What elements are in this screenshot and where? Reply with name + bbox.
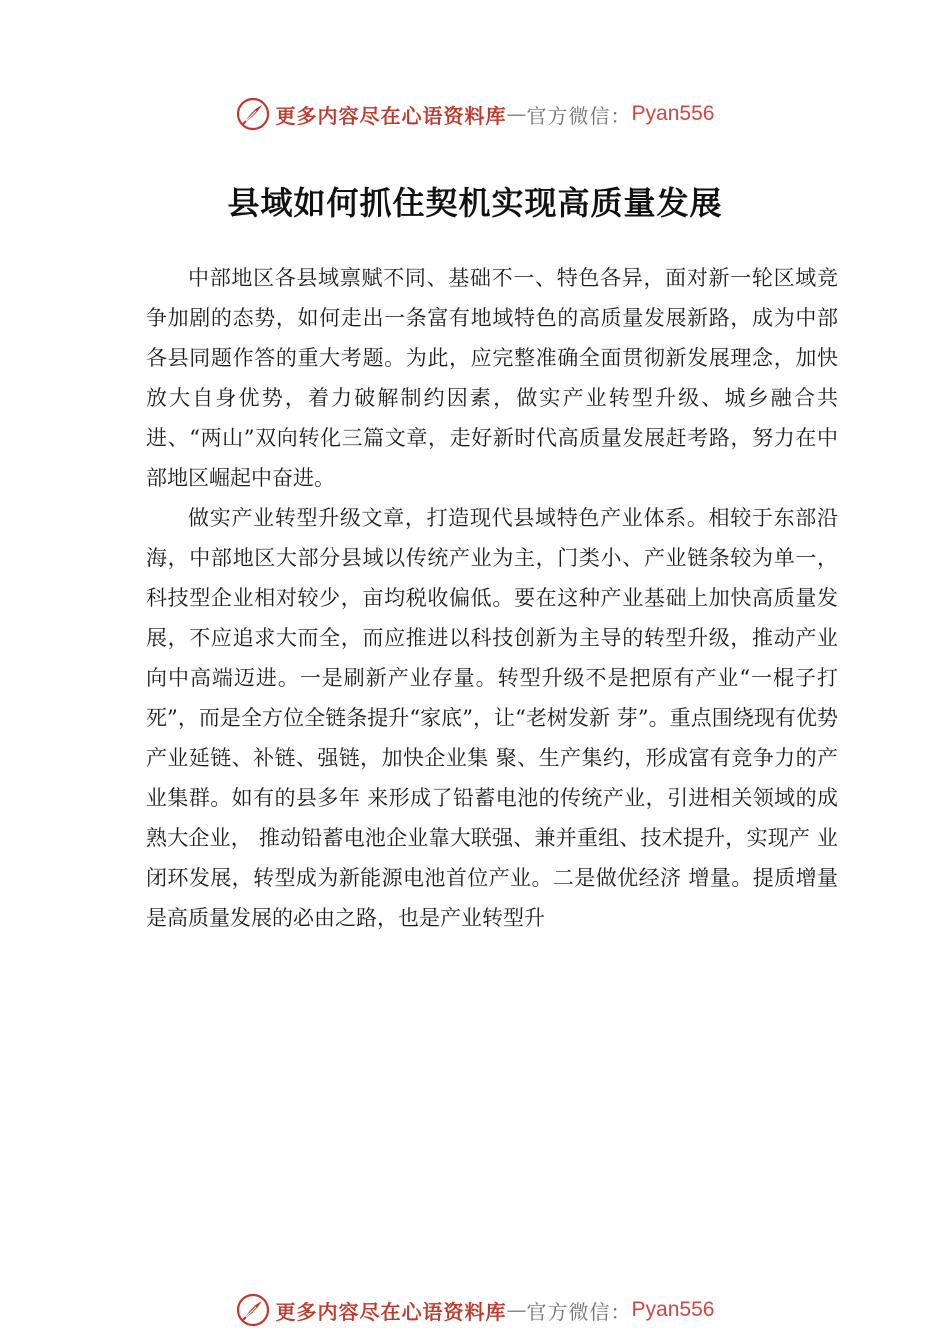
paragraph: 中部地区各县域禀赋不同、基础不一、特色各异，面对新一轮区域竞争加剧的态势，如何走出一条富有地域特色的高质量发展新路，成为中部各县同题作答的重大考题。为此，应完整准确全面贯彻新发展理念，加快放大自身优势，着力破解制约因素，做实产业转型升级、城乡融合共进、“两山”双向转化三篇文章，走好新时代高质量发展赶考路，努力在中部地区崛起中奋进。 bbox=[146, 266, 838, 490]
feather-pen-icon bbox=[236, 1293, 270, 1327]
paragraph: 做实产业转型升级文章，打造现代县域特色产业体系。相较于东部沿海，中部地区大部分县域以传统产业为主，门类小、产业链条较为单一，科技型企业相对较少，亩均税收偏低。要在这种产业基础上加快高质量发展，不应追求大而全，而应推进以科技创新为主导的转型升级，推动产业向中高端迈进。一是刷新产业存量。转型升级不是把原有产业“一棍子打死”，而是全方位全链条提升“家底”，让“老树发新 芽”。重点围绕现有优势产业延链、补链、强链，加快企业集 聚、生产集约，形成富有竞争力的产业集群。如有的县多年 来形成了铅蓄电池的传统产业，引进相关领域的成熟大企业， 推动铅蓄电池企业靠大联强、兼并重组、技术提升，实现产 业闭环发展，转型成为新能源电池首位产业。二是做优经济 增量。提质增量是高质量发展的必由之路，也是产业转型升 bbox=[146, 506, 838, 930]
banner-wechat-label: 官方微信： bbox=[526, 1299, 632, 1324]
header-banner bbox=[0, 92, 950, 136]
document-title: 县域如何抓住契机实现高质量发展 bbox=[227, 184, 723, 222]
banner-wechat-id: Pyan556 bbox=[631, 102, 715, 125]
banner-separator: — bbox=[506, 1298, 527, 1322]
footer-banner bbox=[0, 1288, 950, 1332]
feather-pen-icon bbox=[236, 97, 270, 131]
banner-wechat-label: 官方微信： bbox=[526, 103, 632, 128]
banner-brand-text: 更多内容尽在心语资料库 bbox=[275, 1299, 507, 1324]
banner-brand-text: 更多内容尽在心语资料库 bbox=[275, 103, 507, 128]
banner-wechat-id: Pyan556 bbox=[631, 1298, 715, 1321]
banner-separator: — bbox=[506, 102, 527, 126]
document-body bbox=[146, 258, 838, 938]
